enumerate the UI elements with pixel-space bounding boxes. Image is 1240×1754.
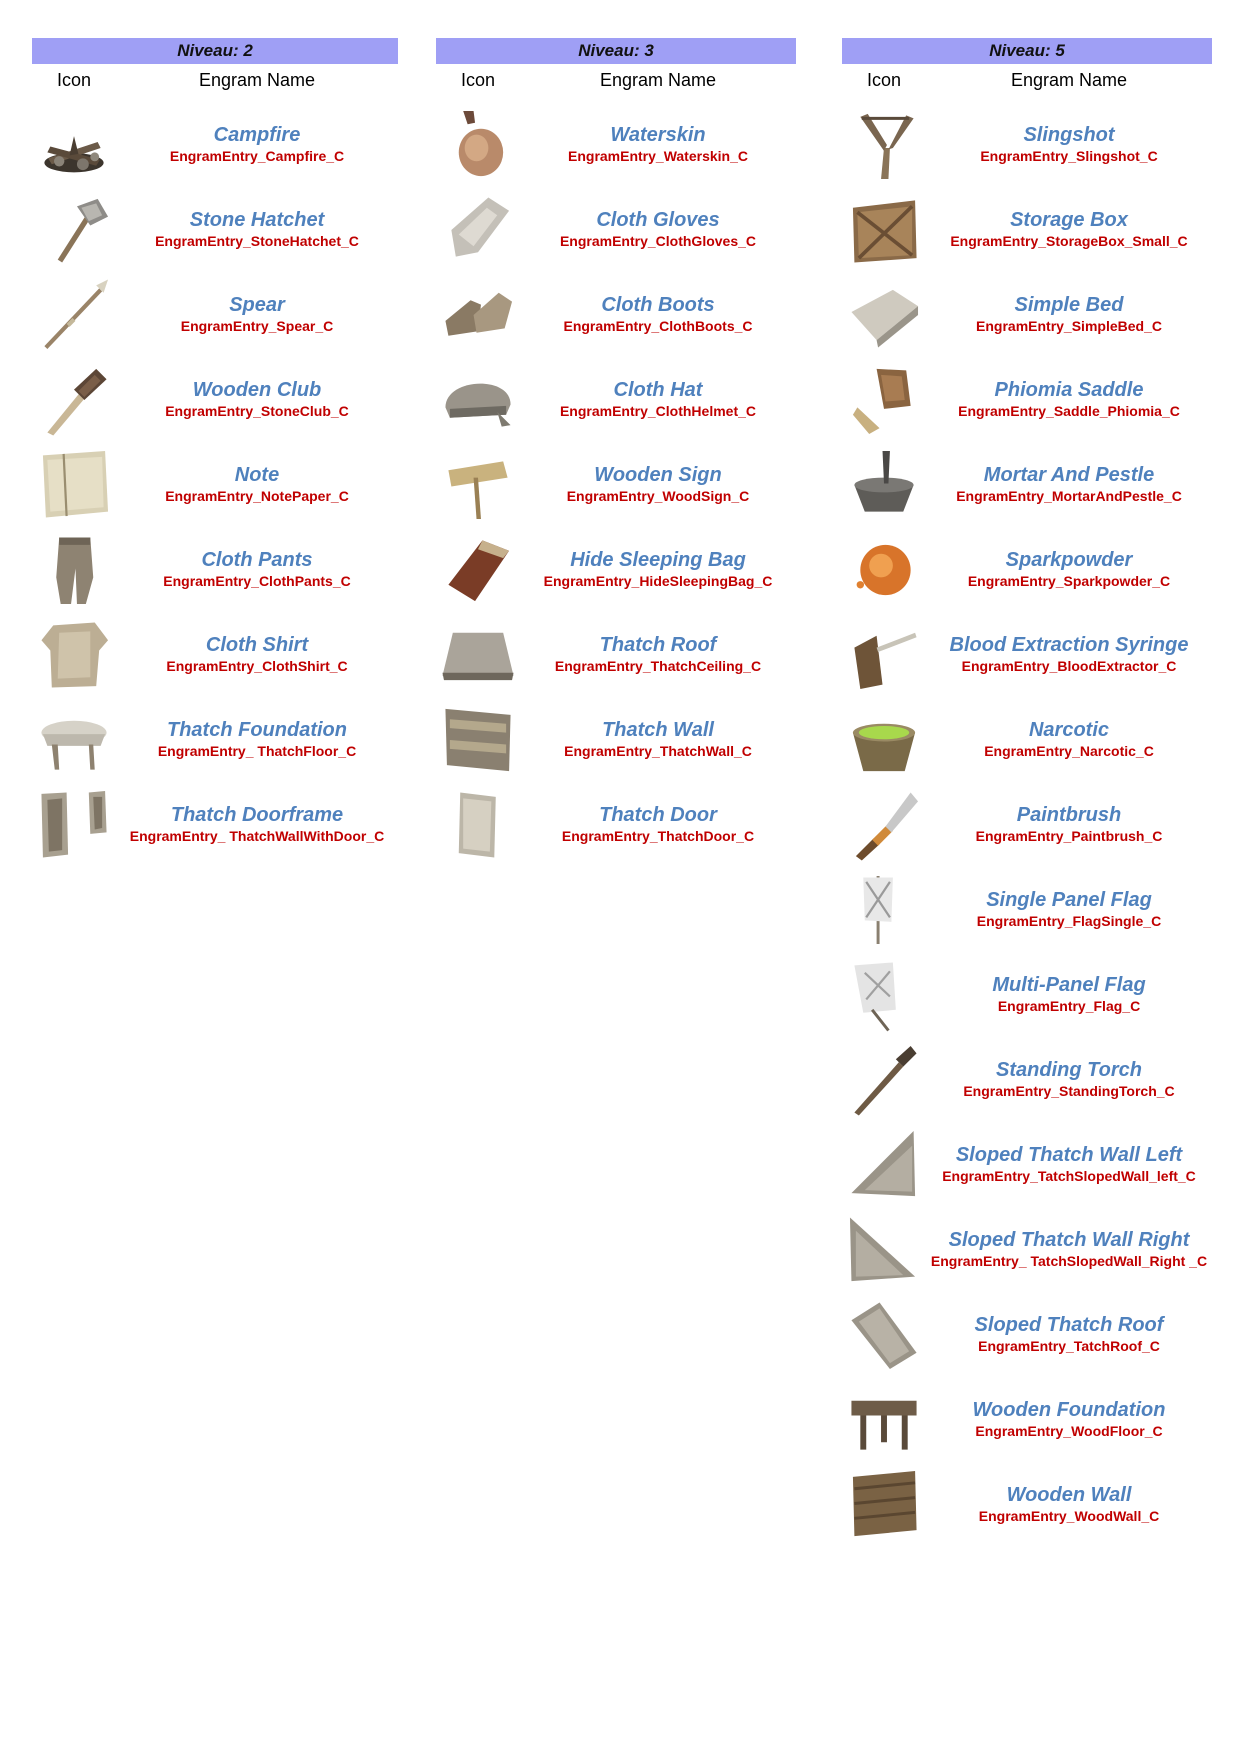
engram-code: EngramEntry_SimpleBed_C	[976, 318, 1162, 334]
engram-name-cell	[520, 548, 796, 591]
engram-title: Wooden Wall	[1006, 1484, 1132, 1506]
engram-title: Standing Torch	[996, 1059, 1142, 1081]
engram-name-cell	[520, 293, 796, 336]
engram-code: EngramEntry_Waterskin_C	[568, 148, 748, 164]
sleeping-bag-icon-art	[441, 533, 515, 607]
engram-row	[436, 357, 796, 442]
engram-row	[436, 272, 796, 357]
thatch-doorframe-icon-art	[37, 788, 111, 862]
engram-code: EngramEntry_Flag_C	[997, 998, 1141, 1014]
engram-code: EngramEntry_MortarAndPestle_C	[956, 488, 1182, 504]
engram-row	[842, 102, 1212, 187]
sloped-wall-right-icon-art	[847, 1213, 921, 1287]
engram-name-cell	[926, 548, 1212, 591]
engram-code: EngramEntry_ThatchDoor_C	[561, 828, 755, 844]
engram-title: Note	[234, 464, 280, 486]
campfire-icon	[32, 106, 116, 184]
thatch-door-icon-art	[441, 788, 515, 862]
wooden-club-icon	[32, 361, 116, 439]
engram-code: EngramEntry_Paintbrush_C	[975, 828, 1163, 844]
cloth-hat-icon-art	[441, 363, 515, 437]
engram-name-cell	[926, 1058, 1212, 1101]
engram-row	[842, 1377, 1212, 1462]
mortar-pestle-icon	[842, 446, 926, 524]
engram-name-cell	[116, 123, 398, 166]
engram-name-cell	[116, 803, 398, 846]
cloth-shirt-icon	[32, 616, 116, 694]
sleeping-bag-icon	[436, 531, 520, 609]
engram-row	[842, 187, 1212, 272]
engram-code: EngramEntry_ ThatchWallWithDoor_C	[129, 828, 385, 844]
engram-row	[842, 782, 1212, 867]
sloped-roof-icon	[842, 1296, 926, 1374]
stone-hatchet-icon	[32, 191, 116, 269]
engram-row	[436, 102, 796, 187]
storage-box-icon	[842, 191, 926, 269]
engram-name-cell	[520, 123, 796, 166]
multi-flag-icon-art	[847, 958, 921, 1032]
engram-code: EngramEntry_ThatchCeiling_C	[554, 658, 762, 674]
engram-row	[436, 612, 796, 697]
wooden-foundation-icon	[842, 1381, 926, 1459]
cloth-boots-icon-art	[441, 278, 515, 352]
level-header: Niveau: 5	[842, 38, 1212, 64]
engram-row	[842, 1207, 1212, 1292]
icon-column-header: Icon	[866, 69, 902, 90]
engram-title: Thatch Foundation	[167, 719, 347, 741]
engram-list	[842, 102, 1212, 1547]
engram-title: Sloped Thatch Wall Right	[948, 1229, 1190, 1251]
engram-title: Sloped Thatch Roof	[974, 1314, 1164, 1336]
engram-code: EngramEntry_StoneClub_C	[165, 403, 349, 419]
cloth-boots-icon	[436, 276, 520, 354]
engram-name-cell	[520, 208, 796, 251]
standing-torch-icon-art	[847, 1043, 921, 1117]
saddle-icon	[842, 361, 926, 439]
engram-code: EngramEntry_Narcotic_C	[984, 743, 1154, 759]
engram-title: Wooden Sign	[594, 464, 722, 486]
syringe-icon-art	[847, 618, 921, 692]
engram-code: EngramEntry_NotePaper_C	[165, 488, 349, 504]
cloth-gloves-icon	[436, 191, 520, 269]
thatch-wall-icon-art	[441, 703, 515, 777]
engram-code: EngramEntry_FlagSingle_C	[976, 913, 1162, 929]
engram-name-cell	[926, 718, 1212, 761]
engram-code: EngramEntry_Sparkpowder_C	[967, 573, 1171, 589]
engram-row	[842, 1122, 1212, 1207]
paintbrush-icon-art	[847, 788, 921, 862]
engram-name-cell	[520, 718, 796, 761]
engram-title: Multi-Panel Flag	[992, 974, 1146, 996]
engram-code: EngramEntry_ClothShirt_C	[166, 658, 348, 674]
engram-name-cell	[926, 803, 1212, 846]
name-column-header: Engram Name	[599, 69, 717, 90]
engram-row	[842, 952, 1212, 1037]
engram-code: EngramEntry_ ThatchFloor_C	[157, 743, 357, 759]
single-flag-icon	[842, 871, 926, 949]
engram-name-cell	[116, 378, 398, 421]
engram-name-cell	[926, 1143, 1212, 1186]
engram-row	[32, 782, 398, 867]
stone-hatchet-icon-art	[37, 193, 111, 267]
engram-name-cell	[926, 633, 1212, 676]
engram-row	[436, 442, 796, 527]
engram-title: Wooden Foundation	[972, 1399, 1166, 1421]
engram-row	[436, 187, 796, 272]
engram-title: Cloth Hat	[613, 379, 703, 401]
slingshot-icon	[842, 106, 926, 184]
cloth-pants-icon	[32, 531, 116, 609]
engram-code: EngramEntry_BloodExtractor_C	[961, 658, 1177, 674]
engram-title: Narcotic	[1028, 719, 1110, 741]
sloped-wall-right-icon	[842, 1211, 926, 1289]
standing-torch-icon	[842, 1041, 926, 1119]
engram-list	[32, 102, 398, 867]
engram-name-cell	[926, 463, 1212, 506]
engram-title: Spear	[229, 294, 285, 316]
engram-code: EngramEntry_WoodWall_C	[978, 1508, 1160, 1524]
name-column-header: Engram Name	[198, 69, 316, 90]
engram-title: Cloth Shirt	[205, 634, 309, 656]
engram-code: EngramEntry_ClothHelmet_C	[559, 403, 757, 419]
engram-row	[842, 442, 1212, 527]
engram-row	[436, 697, 796, 782]
engram-name-cell	[926, 1313, 1212, 1356]
engram-name-cell	[116, 633, 398, 676]
engram-code: EngramEntry_HideSleepingBag_C	[543, 573, 773, 589]
engram-row	[32, 442, 398, 527]
engram-row	[842, 867, 1212, 952]
engram-row	[842, 1462, 1212, 1547]
level-header: Niveau: 2	[32, 38, 398, 64]
wooden-wall-icon-art	[847, 1468, 921, 1542]
engram-code: EngramEntry_ TatchSlopedWall_Right _C	[930, 1253, 1208, 1269]
cloth-shirt-icon-art	[37, 618, 111, 692]
engram-name-cell	[926, 888, 1212, 931]
engram-title: Phiomia Saddle	[994, 379, 1144, 401]
column-headers	[436, 64, 796, 96]
engram-title: Simple Bed	[1014, 294, 1124, 316]
engram-name-cell	[926, 378, 1212, 421]
engram-title: Thatch Doorframe	[170, 804, 344, 826]
engram-name-cell	[520, 463, 796, 506]
engram-name-cell	[116, 463, 398, 506]
engram-title: Wooden Club	[192, 379, 322, 401]
wooden-club-icon-art	[37, 363, 111, 437]
note-icon-art	[37, 448, 111, 522]
storage-box-icon-art	[847, 193, 921, 267]
multi-flag-icon	[842, 956, 926, 1034]
waterskin-icon-art	[441, 108, 515, 182]
engram-name-cell	[926, 1483, 1212, 1526]
syringe-icon	[842, 616, 926, 694]
engram-name-cell	[116, 208, 398, 251]
engram-row	[32, 272, 398, 357]
spear-icon-art	[37, 278, 111, 352]
engram-row	[32, 357, 398, 442]
saddle-icon-art	[847, 363, 921, 437]
engram-code: EngramEntry_Saddle_Phiomia_C	[958, 403, 1180, 419]
cloth-hat-icon	[436, 361, 520, 439]
engram-title: Paintbrush	[1016, 804, 1122, 826]
engram-name-cell	[116, 293, 398, 336]
engram-row	[842, 527, 1212, 612]
engram-code: EngramEntry_TatchRoof_C	[978, 1338, 1160, 1354]
engram-title: Thatch Door	[599, 804, 717, 826]
thatch-door-icon	[436, 786, 520, 864]
engram-row	[842, 1037, 1212, 1122]
engram-name-cell	[926, 293, 1212, 336]
engram-title: Single Panel Flag	[986, 889, 1152, 911]
engram-code: EngramEntry_ClothBoots_C	[563, 318, 753, 334]
engram-code: EngramEntry_StoneHatchet_C	[155, 233, 359, 249]
engram-title: Slingshot	[1023, 124, 1115, 146]
level-2-table	[32, 38, 398, 867]
level-3-table	[436, 38, 796, 867]
sparkpowder-icon	[842, 531, 926, 609]
engram-name-cell	[926, 973, 1212, 1016]
engram-code: EngramEntry_Campfire_C	[169, 148, 345, 164]
engram-row	[436, 527, 796, 612]
engram-name-cell	[116, 718, 398, 761]
engram-row	[32, 187, 398, 272]
engram-name-cell	[520, 803, 796, 846]
engram-code: EngramEntry_Slingshot_C	[980, 148, 1158, 164]
sloped-roof-icon-art	[847, 1298, 921, 1372]
column-headers	[32, 64, 398, 96]
engram-title: Stone Hatchet	[189, 209, 325, 231]
engram-code: EngramEntry_WoodSign_C	[566, 488, 750, 504]
level-header: Niveau: 3	[436, 38, 796, 64]
spear-icon	[32, 276, 116, 354]
engram-row	[32, 102, 398, 187]
engram-title: Cloth Gloves	[596, 209, 720, 231]
engram-code: EngramEntry_WoodFloor_C	[975, 1423, 1163, 1439]
wooden-wall-icon	[842, 1466, 926, 1544]
engram-row	[436, 782, 796, 867]
engram-title: Thatch Roof	[599, 634, 717, 656]
engram-name-cell	[926, 123, 1212, 166]
engram-list	[436, 102, 796, 867]
engram-name-cell	[116, 548, 398, 591]
campfire-icon-art	[37, 108, 111, 182]
wooden-sign-icon-art	[441, 448, 515, 522]
engram-code: EngramEntry_ClothPants_C	[163, 573, 351, 589]
simple-bed-icon	[842, 276, 926, 354]
engram-title: Thatch Wall	[602, 719, 714, 741]
engram-name-cell	[520, 378, 796, 421]
thatch-foundation-icon	[32, 701, 116, 779]
engram-name-cell	[926, 208, 1212, 251]
thatch-roof-icon-art	[441, 618, 515, 692]
sparkpowder-icon-art	[847, 533, 921, 607]
cloth-pants-icon-art	[37, 533, 111, 607]
mortar-pestle-icon-art	[847, 448, 921, 522]
engram-code: EngramEntry_TatchSlopedWall_left_C	[942, 1168, 1196, 1184]
narcotic-icon-art	[847, 703, 921, 777]
narcotic-icon	[842, 701, 926, 779]
engram-title: Cloth Pants	[201, 549, 313, 571]
column-headers	[842, 64, 1212, 96]
engram-row	[842, 612, 1212, 697]
engram-code: EngramEntry_Spear_C	[180, 318, 334, 334]
waterskin-icon	[436, 106, 520, 184]
engram-row	[32, 527, 398, 612]
engram-title: Hide Sleeping Bag	[570, 549, 746, 571]
wooden-sign-icon	[436, 446, 520, 524]
paintbrush-icon	[842, 786, 926, 864]
slingshot-icon-art	[847, 108, 921, 182]
level-5-table	[842, 38, 1212, 1547]
name-column-header: Engram Name	[1010, 69, 1128, 90]
engram-code: EngramEntry_StorageBox_Small_C	[950, 233, 1188, 249]
engram-name-cell	[926, 1398, 1212, 1441]
engram-title: Mortar And Pestle	[983, 464, 1155, 486]
engram-title: Waterskin	[610, 124, 706, 146]
sloped-wall-left-icon-art	[847, 1128, 921, 1202]
engram-row	[32, 612, 398, 697]
engram-title: Sparkpowder	[1005, 549, 1133, 571]
thatch-wall-icon	[436, 701, 520, 779]
engram-row	[842, 357, 1212, 442]
icon-column-header: Icon	[56, 69, 92, 90]
single-flag-icon-art	[847, 873, 921, 947]
thatch-foundation-icon-art	[37, 703, 111, 777]
engram-name-cell	[520, 633, 796, 676]
engram-name-cell	[926, 1228, 1212, 1271]
cloth-gloves-icon-art	[441, 193, 515, 267]
engram-code: EngramEntry_ThatchWall_C	[564, 743, 752, 759]
thatch-roof-icon	[436, 616, 520, 694]
engram-title: Sloped Thatch Wall Left	[955, 1144, 1183, 1166]
engram-title: Blood Extraction Syringe	[949, 634, 1189, 656]
engram-code: EngramEntry_ClothGloves_C	[559, 233, 757, 249]
wooden-foundation-icon-art	[847, 1383, 921, 1457]
engram-title: Storage Box	[1010, 209, 1128, 231]
sloped-wall-left-icon	[842, 1126, 926, 1204]
engram-row	[32, 697, 398, 782]
engram-row	[842, 272, 1212, 357]
simple-bed-icon-art	[847, 278, 921, 352]
engram-code: EngramEntry_StandingTorch_C	[963, 1083, 1175, 1099]
engram-row	[842, 1292, 1212, 1377]
engram-title: Cloth Boots	[601, 294, 715, 316]
engram-row	[842, 697, 1212, 782]
thatch-doorframe-icon	[32, 786, 116, 864]
engram-title: Campfire	[213, 124, 301, 146]
note-icon	[32, 446, 116, 524]
icon-column-header: Icon	[460, 69, 496, 90]
